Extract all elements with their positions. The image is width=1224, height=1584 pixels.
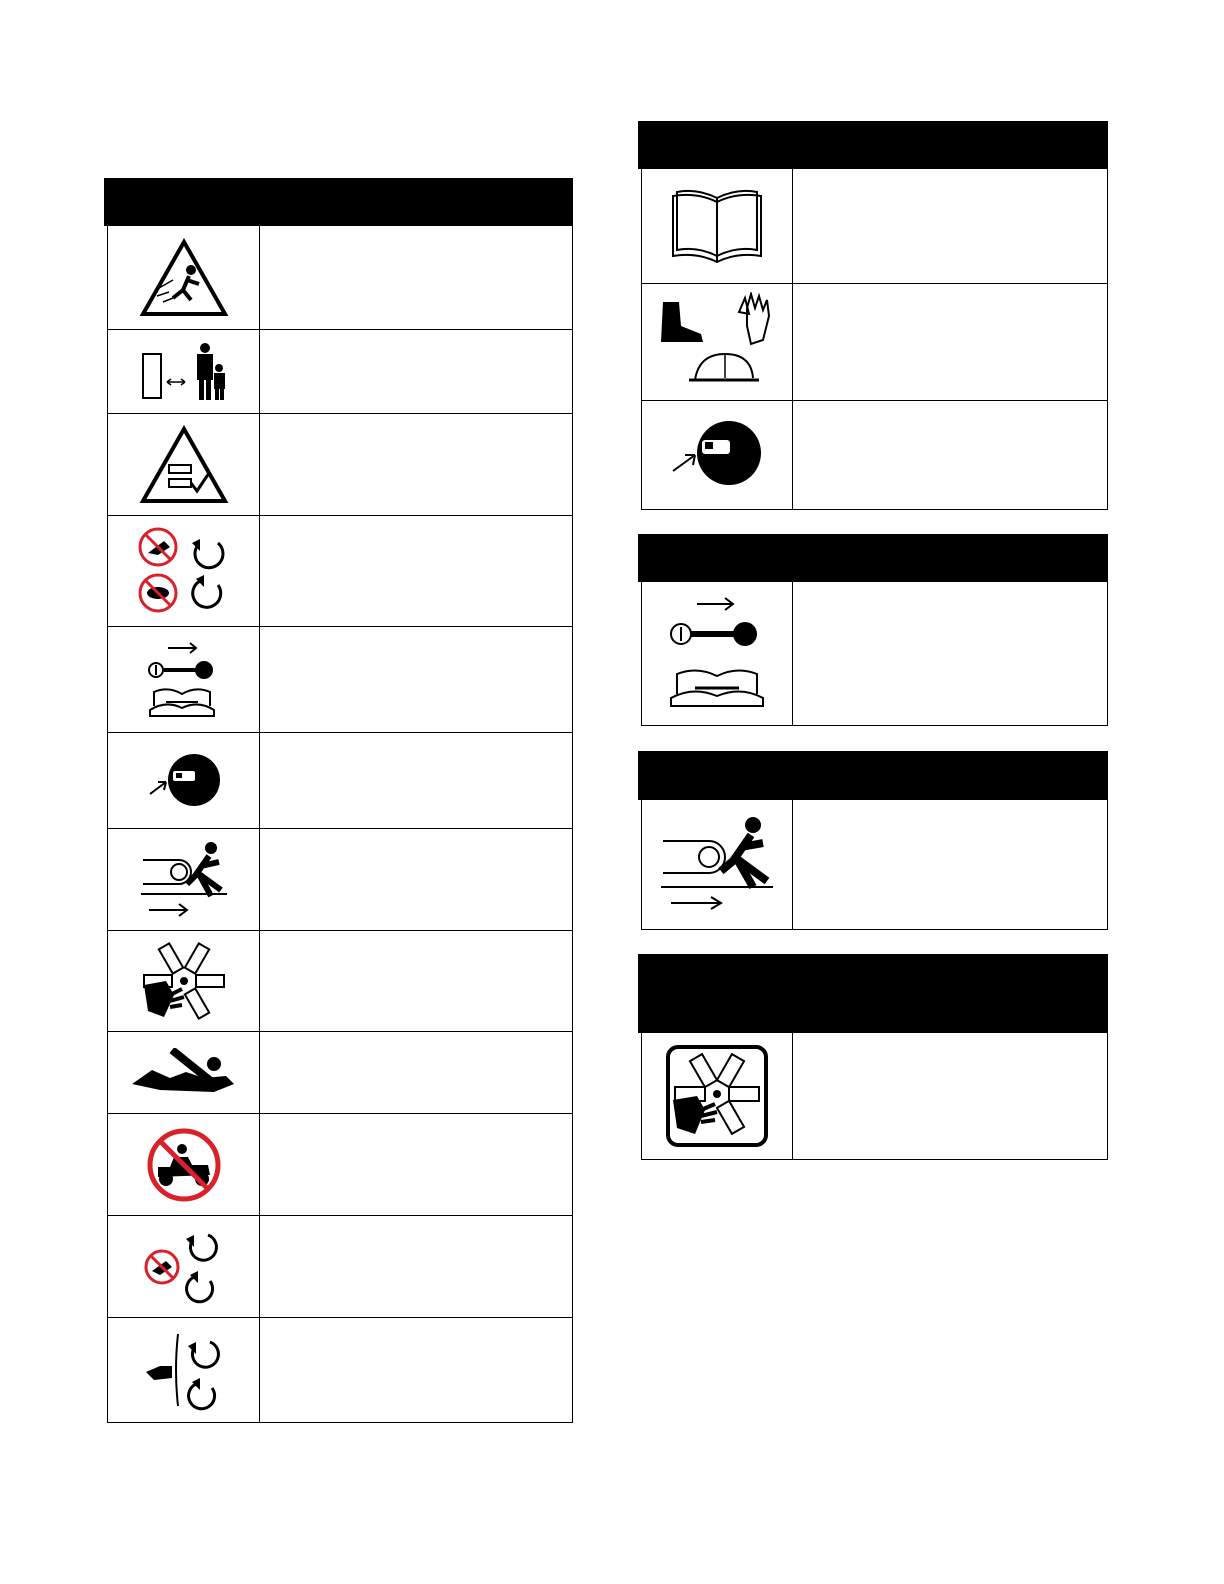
crush-run-over-icon [108, 1032, 260, 1113]
right-safety-table-2 [638, 534, 1108, 726]
impeller-hand-hazard-framed-icon [642, 1033, 793, 1159]
row-text [260, 627, 572, 732]
row-text [260, 226, 572, 329]
entanglement-conveyor-icon [108, 829, 260, 930]
right-safety-table-4 [638, 954, 1108, 1160]
row-text [260, 414, 572, 515]
table-row [107, 1114, 573, 1216]
right-table-2-header [638, 534, 1108, 582]
remove-key-read-manual-icon [108, 627, 260, 732]
protective-gear-icon [642, 284, 793, 400]
impeller-hand-hazard-icon [108, 931, 260, 1031]
right-safety-table-1 [638, 121, 1108, 510]
eye-protection-icon [108, 733, 260, 828]
table-row [641, 401, 1108, 510]
right-table-4-header [638, 954, 1108, 1033]
no-riders-tractor-icon [108, 1114, 260, 1215]
row-text [793, 1033, 1107, 1159]
table-row [107, 414, 573, 516]
table-row [107, 931, 573, 1032]
no-hand-rotating-icon [108, 1216, 260, 1317]
row-text [793, 169, 1107, 283]
row-text [260, 1216, 572, 1317]
row-text [793, 401, 1107, 509]
right-safety-table-3 [638, 751, 1108, 930]
thrown-objects-warning-icon [108, 226, 260, 329]
row-text [260, 1114, 572, 1215]
hand-guard-rotating-icon [108, 1318, 260, 1422]
no-hands-feet-rotating-parts-icon [108, 516, 260, 626]
eye-protection-icon [642, 401, 793, 509]
row-text [260, 829, 572, 930]
row-text [260, 733, 572, 828]
row-text [260, 330, 572, 413]
table-row [107, 627, 573, 733]
table-row [641, 800, 1108, 930]
table-row [107, 1216, 573, 1318]
right-table-1-header [638, 121, 1108, 169]
table-row [641, 169, 1108, 284]
table-row [107, 733, 573, 829]
read-manual-icon [642, 169, 793, 283]
left-safety-table [104, 178, 573, 1423]
guards-in-place-warning-icon [108, 414, 260, 515]
row-text [260, 1318, 572, 1422]
right-table-3-header [638, 751, 1108, 800]
table-row [107, 226, 573, 330]
row-text [260, 516, 572, 626]
row-text [793, 284, 1107, 400]
table-row [107, 1318, 573, 1423]
table-row [107, 829, 573, 931]
row-text [260, 931, 572, 1031]
row-text [793, 800, 1107, 929]
table-row [107, 330, 573, 414]
row-text [260, 1032, 572, 1113]
left-table-header [104, 178, 573, 226]
table-row [107, 1032, 573, 1114]
table-row [641, 582, 1108, 726]
table-row [641, 1033, 1108, 1160]
table-row [107, 516, 573, 627]
table-row [641, 284, 1108, 401]
remove-key-read-manual-icon [642, 582, 793, 725]
entanglement-conveyor-icon [642, 800, 793, 929]
keep-distance-bystanders-icon [108, 330, 260, 413]
row-text [793, 582, 1107, 725]
